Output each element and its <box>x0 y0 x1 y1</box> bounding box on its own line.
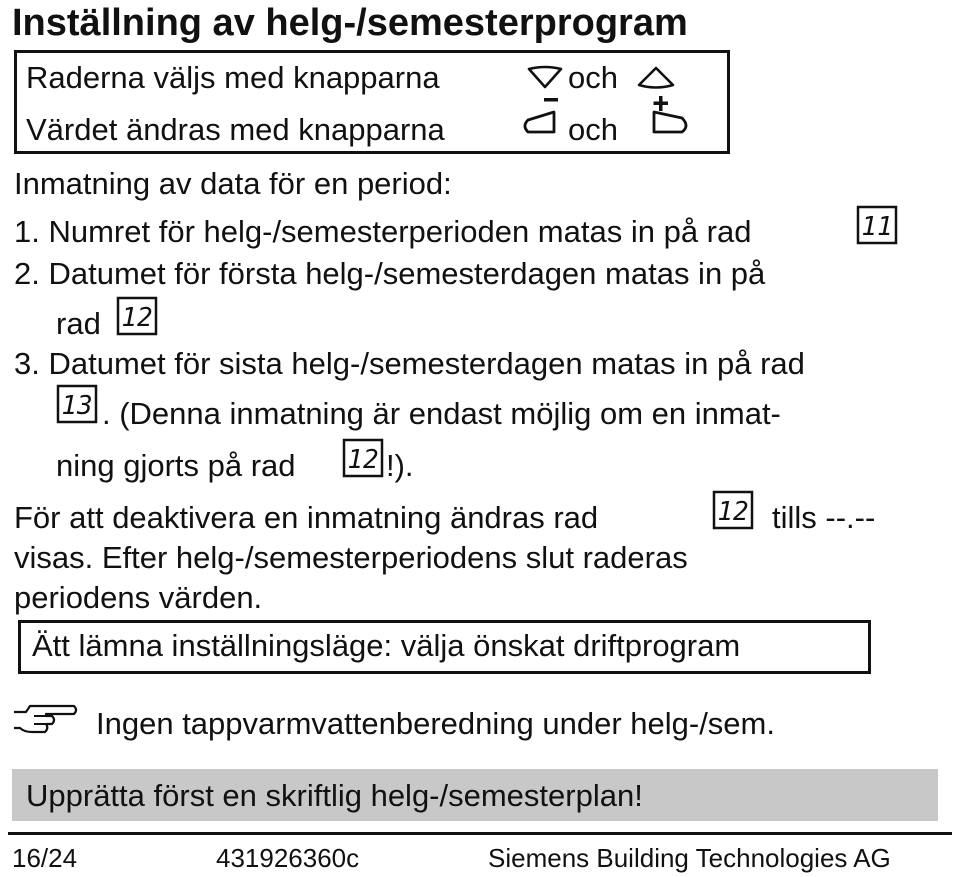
deactivate-until: tills --.-- <box>772 500 876 535</box>
instruction-text-1: Raderna väljs med knapparna <box>26 60 440 95</box>
row-display-icon <box>342 438 388 480</box>
footer-rule <box>8 832 952 835</box>
exit-text: Ätt lämna inställningsläge: välja önskat driftprogram <box>32 628 741 663</box>
step-3-end: !). <box>386 448 414 483</box>
display-11-text: 11 <box>861 212 893 242</box>
step-1-text: Numret för helg-/semesterperioden matas in på rad <box>48 214 752 249</box>
display-12-text: 12 <box>717 497 749 527</box>
deactivate-line-2: visas. Efter helg-/semesterperiodens slut raderas <box>14 540 688 575</box>
step-3-note: . (Denna inmatning är endast möjlig om en inmat- <box>102 396 781 431</box>
row-display-icon <box>712 490 758 532</box>
note-text: Ingen tappvarmvattenberedning under helg-/sem. <box>96 706 775 741</box>
instruction-line-2 <box>26 112 445 148</box>
page-title: Inställning av helg-/semesterprogram <box>12 2 688 44</box>
step-3-text: Datumet för sista helg-/semesterdagen matas in på rad <box>48 346 805 381</box>
row-display-icon <box>116 296 162 338</box>
pointing-hand-icon <box>12 702 78 743</box>
footer-page: 16/24 <box>12 843 78 873</box>
display-13-text: 13 <box>61 391 93 421</box>
step-2-text: Datumet för första helg-/semesterdagen matas in på <box>48 256 766 291</box>
highlight-text: Upprätta först en skriftlig helg-/semesterplan! <box>26 778 643 813</box>
step-3 <box>14 346 805 382</box>
down-button-icon <box>526 65 564 91</box>
step-2-rad: rad <box>56 306 101 341</box>
intro-text: Inmatning av data för en period: <box>14 166 452 201</box>
minus-button-icon <box>520 94 564 142</box>
instruction-line-1 <box>26 60 440 96</box>
instruction-text-2: Värdet ändras med knapparna <box>26 112 445 147</box>
row-display-icon <box>856 205 902 247</box>
deactivate-line-3: periodens värden. <box>14 580 263 615</box>
instruction-and-1: och <box>568 60 618 95</box>
footer-doc-number: 431926360c <box>216 843 360 873</box>
step-2 <box>14 256 765 292</box>
step-3-num: 3. <box>14 346 40 381</box>
row-display-icon <box>56 384 102 426</box>
deactivate-line-1: För att deaktivera en inmatning ändras rad <box>14 500 599 535</box>
step-1-num: 1. <box>14 214 40 249</box>
display-12-text: 12 <box>347 445 379 475</box>
step-2-num: 2. <box>14 256 40 291</box>
up-button-icon <box>636 65 676 91</box>
instruction-and-2: och <box>568 112 618 147</box>
display-12-text: 12 <box>121 303 153 333</box>
plus-button-icon <box>646 94 698 142</box>
footer-company: Siemens Building Technologies AG <box>488 843 891 873</box>
step-3-note-2: ning gjorts på rad <box>56 448 296 483</box>
step-1 <box>14 214 751 250</box>
